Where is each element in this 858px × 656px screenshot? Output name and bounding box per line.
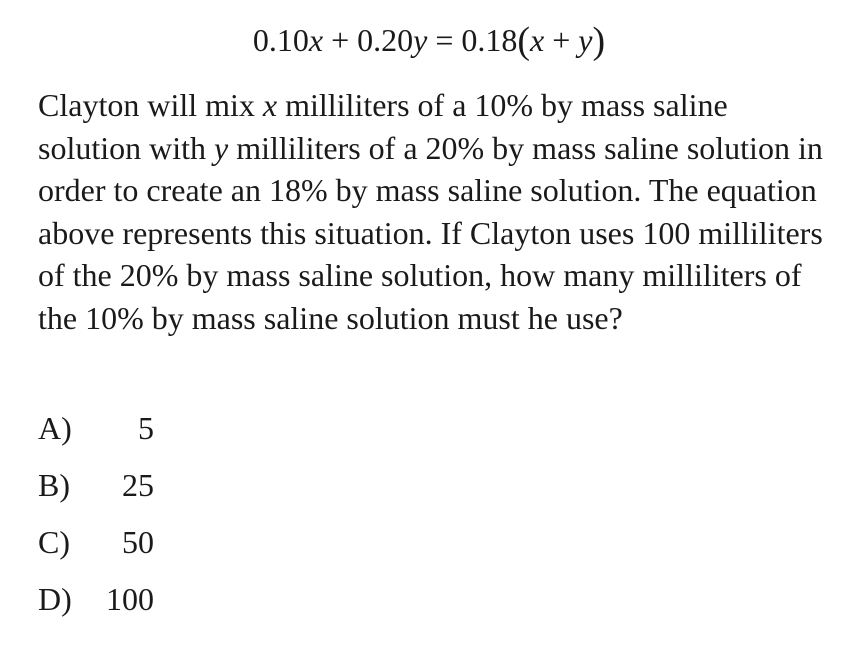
choice-letter: A) bbox=[38, 410, 72, 446]
equation-var-x: x bbox=[308, 22, 324, 58]
equation-close-paren: ) bbox=[592, 20, 606, 62]
equation-coef-1: 0.10 bbox=[252, 22, 309, 58]
equation-var-y-2: y bbox=[578, 22, 593, 58]
equation-coef-2: 0.20 bbox=[357, 22, 414, 58]
equation-open-paren: ( bbox=[517, 20, 531, 62]
question-part-2: milliliters of a 10% by mass saline solution with bbox=[38, 87, 728, 166]
choice-d[interactable] bbox=[38, 577, 338, 634]
equation bbox=[0, 18, 858, 63]
choice-value: 25 bbox=[122, 467, 154, 503]
equation-var-y: y bbox=[413, 22, 428, 58]
equation-coef-3: 0.18 bbox=[461, 22, 518, 58]
question-var-x: x bbox=[262, 87, 278, 123]
question-part-3: milliliters of a 20% by mass saline solution in order to create an 18% by mass saline solution. The equation above represents this situation. If Clayton uses 100 milliliters of the 20% by mass saline solution, how many milliliters of the 10% by mass saline solution must he use? bbox=[38, 129, 823, 336]
question-part-1: Clayton will mix bbox=[38, 87, 263, 123]
question-var-y: y bbox=[214, 129, 229, 166]
choice-value: 100 bbox=[106, 581, 154, 617]
choice-value: 50 bbox=[122, 524, 154, 560]
equation-plus: + bbox=[323, 22, 358, 58]
choice-c[interactable] bbox=[38, 520, 338, 577]
equation-plus-2: + bbox=[544, 22, 579, 58]
question-text bbox=[38, 84, 838, 339]
choice-letter: D) bbox=[38, 581, 72, 617]
answer-choices bbox=[38, 406, 338, 634]
choice-a[interactable] bbox=[38, 406, 338, 463]
choice-letter: B) bbox=[38, 467, 70, 503]
choice-value: 5 bbox=[138, 410, 154, 446]
equation-equals: = bbox=[427, 22, 462, 58]
equation-var-x-2: x bbox=[530, 22, 545, 58]
choice-b[interactable] bbox=[38, 463, 338, 520]
choice-letter: C) bbox=[38, 524, 70, 560]
